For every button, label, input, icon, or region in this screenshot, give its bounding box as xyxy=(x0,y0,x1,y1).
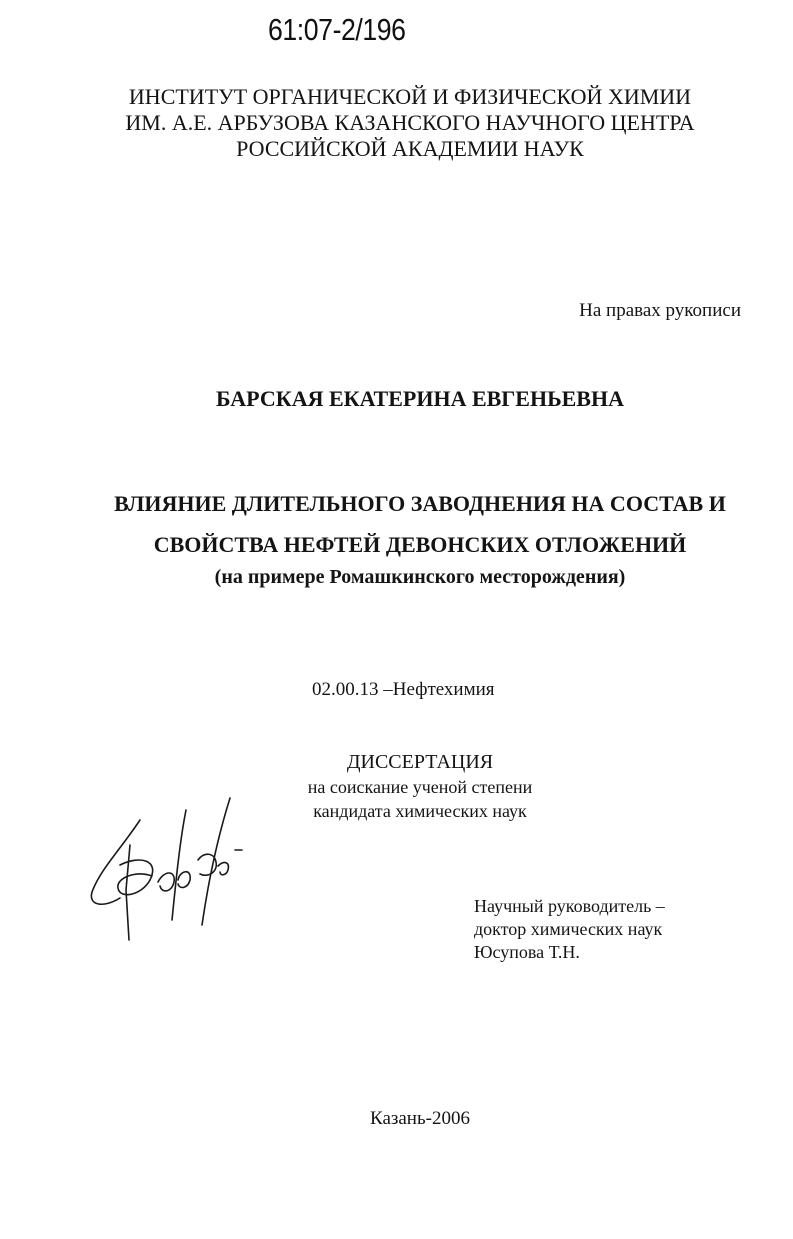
institute-line: ИНСТИТУТ ОРГАНИЧЕСКОЙ И ФИЗИЧЕСКОЙ ХИМИИ xyxy=(128,84,692,109)
dissertation-block xyxy=(220,749,620,823)
supervisor-line: Научный руководитель – xyxy=(474,896,665,916)
supervisor-line: Юсупова Т.Н. xyxy=(474,942,580,962)
degree-line: кандидата химических наук xyxy=(313,801,527,821)
manuscript-rights-note: На правах рукописи xyxy=(579,300,741,321)
degree-line: на соискание ученой степени xyxy=(307,777,533,797)
thesis-subtitle: (на примере Ромашкинского месторождения) xyxy=(214,566,626,588)
supervisor-line: доктор химических наук xyxy=(474,919,663,939)
thesis-title xyxy=(40,483,793,565)
author-name: БАРСКАЯ ЕКАТЕРИНА ЕВГЕНЬЕВНА xyxy=(216,386,624,411)
city-year: Казань-2006 xyxy=(370,1108,470,1129)
institute-line: РОССИЙСКОЙ АКАДЕМИИ НАУК xyxy=(236,136,584,161)
specialty-code: 02.00.13 –Нефтехимия xyxy=(312,679,495,700)
institute-line: ИМ. А.Е. АРБУЗОВА КАЗАНСКОГО НАУЧНОГО ЦЕНТРА xyxy=(125,110,695,135)
thesis-title-line: СВОЙСТВА НЕФТЕЙ ДЕВОНСКИХ ОТЛОЖЕНИЙ xyxy=(153,532,687,557)
handwritten-signature-icon xyxy=(80,790,250,950)
institute-name xyxy=(60,84,760,162)
catalog-stamp: 61:07-2/196 xyxy=(268,12,406,47)
supervisor-block xyxy=(474,895,665,964)
thesis-title-line: ВЛИЯНИЕ ДЛИТЕЛЬНОГО ЗАВОДНЕНИЯ НА СОСТАВ И xyxy=(114,491,726,516)
dissertation-heading: ДИССЕРТАЦИЯ xyxy=(346,751,494,773)
